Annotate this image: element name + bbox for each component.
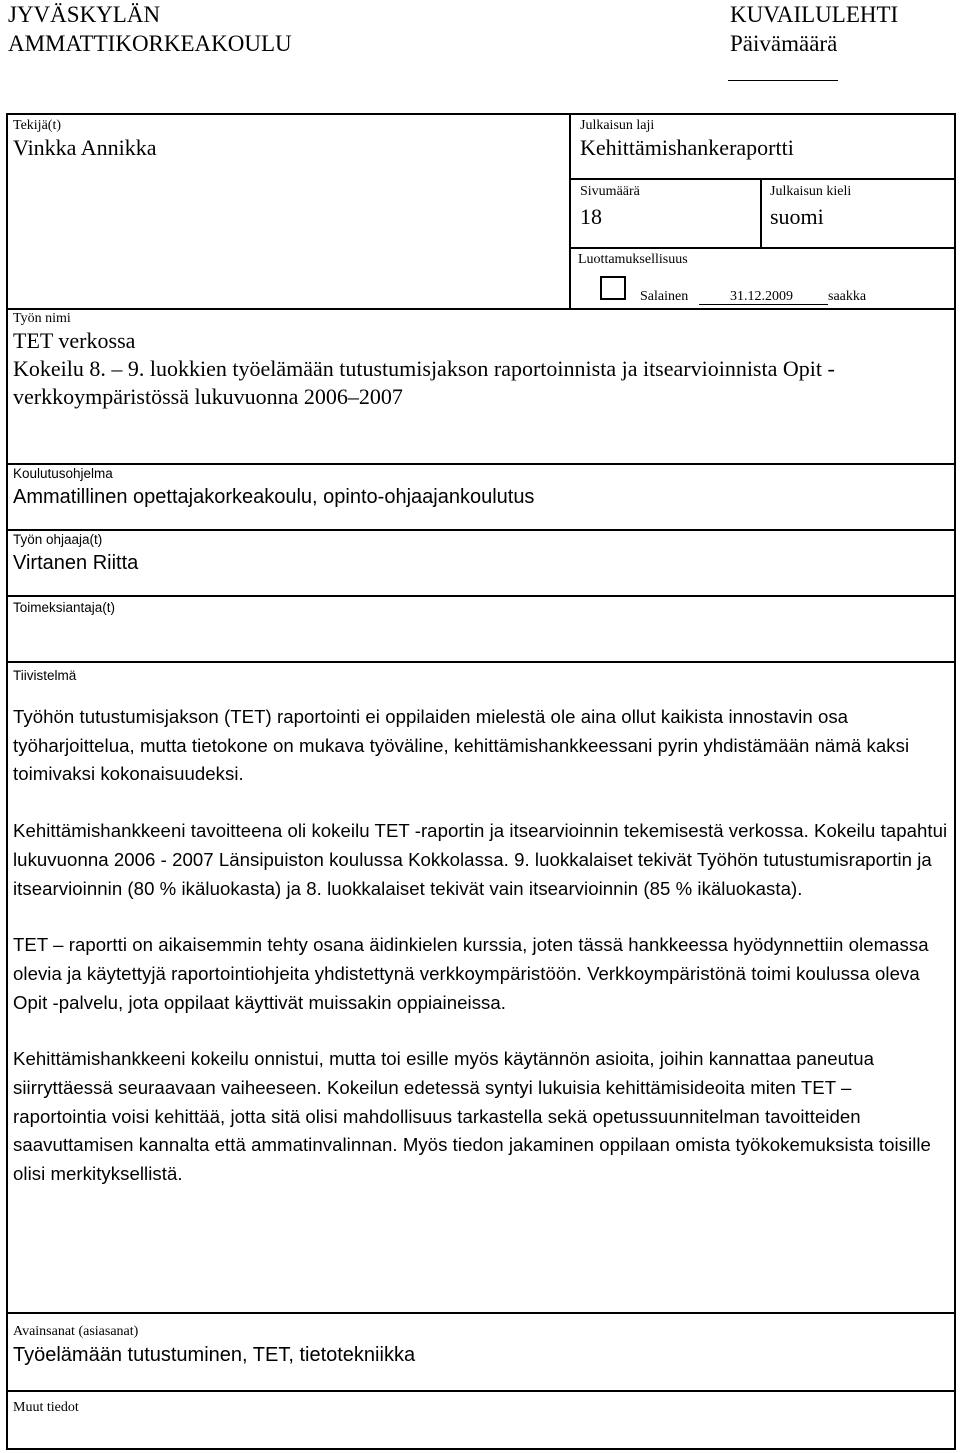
column-divider bbox=[760, 178, 762, 248]
title-line3[interactable]: verkkoympäristössä lukuvuonna 2006–2007 bbox=[13, 384, 403, 409]
document-type: KUVAILULEHTI bbox=[730, 2, 899, 27]
confidentiality-label: Luottamuksellisuus bbox=[578, 252, 688, 267]
secret-date: 31.12.2009 bbox=[730, 289, 793, 304]
document-header bbox=[730, 0, 898, 58]
title-label: Työn nimi bbox=[13, 311, 71, 326]
secret-checkbox[interactable] bbox=[600, 276, 626, 300]
abstract-paragraph: Työhön tutustumisjakson (TET) raportointi ei oppilaiden mielestä ole aina ollut kaikista innostavin osa työharjoittelua, mutta tietokone on mukava työväline, kehittämishankkeessani pyrin yhdistämään nämä kaksi toimivaksi kokonaisuudeksi. bbox=[13, 706, 910, 785]
programme-label: Koulutusohjelma bbox=[13, 466, 113, 481]
publication-type-value[interactable]: Kehittämishankeraportti bbox=[580, 135, 794, 160]
date-field-line[interactable] bbox=[728, 80, 838, 81]
publication-type-label: Julkaisun laji bbox=[580, 118, 655, 133]
row-divider bbox=[6, 308, 956, 310]
secret-label: Salainen bbox=[640, 289, 689, 304]
commissioner-label: Toimeksiantaja(t) bbox=[13, 600, 116, 615]
abstract-paragraph: TET – raportti on aikaisemmin tehty osana äidinkielen kurssia, joten tässä hankkeessa hyödynnettiin olemassa olevia ja käytettyjä raportointiohjeita yhdistettynä verkkoympäristöön. Verkkoympäristönä toimi koulussa oleva Opit -palvelu, jota oppilaat käyttivät muissakin oppiaineissa. bbox=[13, 934, 929, 1013]
title-line2[interactable]: Kokeilu 8. – 9. luokkien työelämään tutustumisjakson raportoinnista ja itsearvioinnista Opit - bbox=[13, 356, 835, 381]
title-line1[interactable]: TET verkossa bbox=[13, 328, 136, 353]
other-info-box bbox=[6, 1390, 956, 1450]
abstract-paragraph: Kehittämishankkeeni kokeilu onnistui, mutta toi esille myös käytännön asioita, joihin kannattaa paneutua siirryttäessä seuraavaan vaiheeseen. Kokeilun edetessä syntyi lukuisia kehittämisideoita miten TET – raportointia voisi kehittää, jotta sitä olisi mahdollisuus tarkastella sekä opetussuunnitelman tavoitteiden saavuttamisen kannalta että ammatinvalinnan. Myös tiedon jakaminen oppilaan omista työkokemuksista toisille olisi merkityksellistä. bbox=[13, 1048, 931, 1185]
row-divider bbox=[569, 178, 956, 180]
keywords-value[interactable]: Työelämään tutustuminen, TET, tietotekniikka bbox=[13, 1344, 416, 1366]
other-info-label: Muut tiedot bbox=[13, 1400, 79, 1415]
page-count-value[interactable]: 18 bbox=[580, 204, 602, 229]
row-divider bbox=[569, 247, 956, 249]
abstract-label: Tiivistelmä bbox=[13, 668, 77, 683]
until-label: saakka bbox=[828, 289, 867, 304]
institution-line1: JYVÄSKYLÄN bbox=[8, 2, 161, 27]
until-underline bbox=[808, 288, 828, 305]
supervisor-label: Työn ohjaaja(t) bbox=[13, 532, 103, 547]
institution-line2: AMMATTIKORKEAKOULU bbox=[8, 31, 292, 56]
page-count-label: Sivumäärä bbox=[580, 184, 640, 199]
author-value[interactable]: Vinkka Annikka bbox=[13, 135, 157, 160]
programme-value[interactable]: Ammatillinen opettajakorkeakoulu, opinto-ohjaajankoulutus bbox=[13, 486, 535, 508]
supervisor-box bbox=[6, 529, 956, 597]
institution-name bbox=[8, 0, 292, 58]
supervisor-value[interactable]: Virtanen Riitta bbox=[13, 552, 139, 574]
column-divider bbox=[569, 113, 571, 310]
commissioner-box bbox=[6, 595, 956, 663]
keywords-label: Avainsanat (asiasanat) bbox=[13, 1324, 139, 1339]
abstract-text[interactable] bbox=[13, 703, 948, 1217]
secret-date-field[interactable] bbox=[699, 288, 809, 305]
language-value[interactable]: suomi bbox=[770, 204, 824, 229]
date-label: Päivämäärä bbox=[730, 31, 838, 56]
language-label: Julkaisun kieli bbox=[770, 184, 852, 199]
abstract-paragraph: Kehittämishankkeeni tavoitteena oli kokeilu TET -raportin ja itsearvioinnin tekemisestä verkossa. Kokeilu tapahtui lukuvuonna 2006 - 2007 Länsipuiston koulussa Kokkolassa. 9. luokkalaiset tekivät Työhön tutustumisraportin ja itsearvioinnin (80 % ikäluokasta) ja 8. luokkalaiset tekivät vain itsearvioinnin (85 % ikäluokasta). bbox=[13, 820, 948, 899]
author-label: Tekijä(t) bbox=[13, 118, 61, 133]
